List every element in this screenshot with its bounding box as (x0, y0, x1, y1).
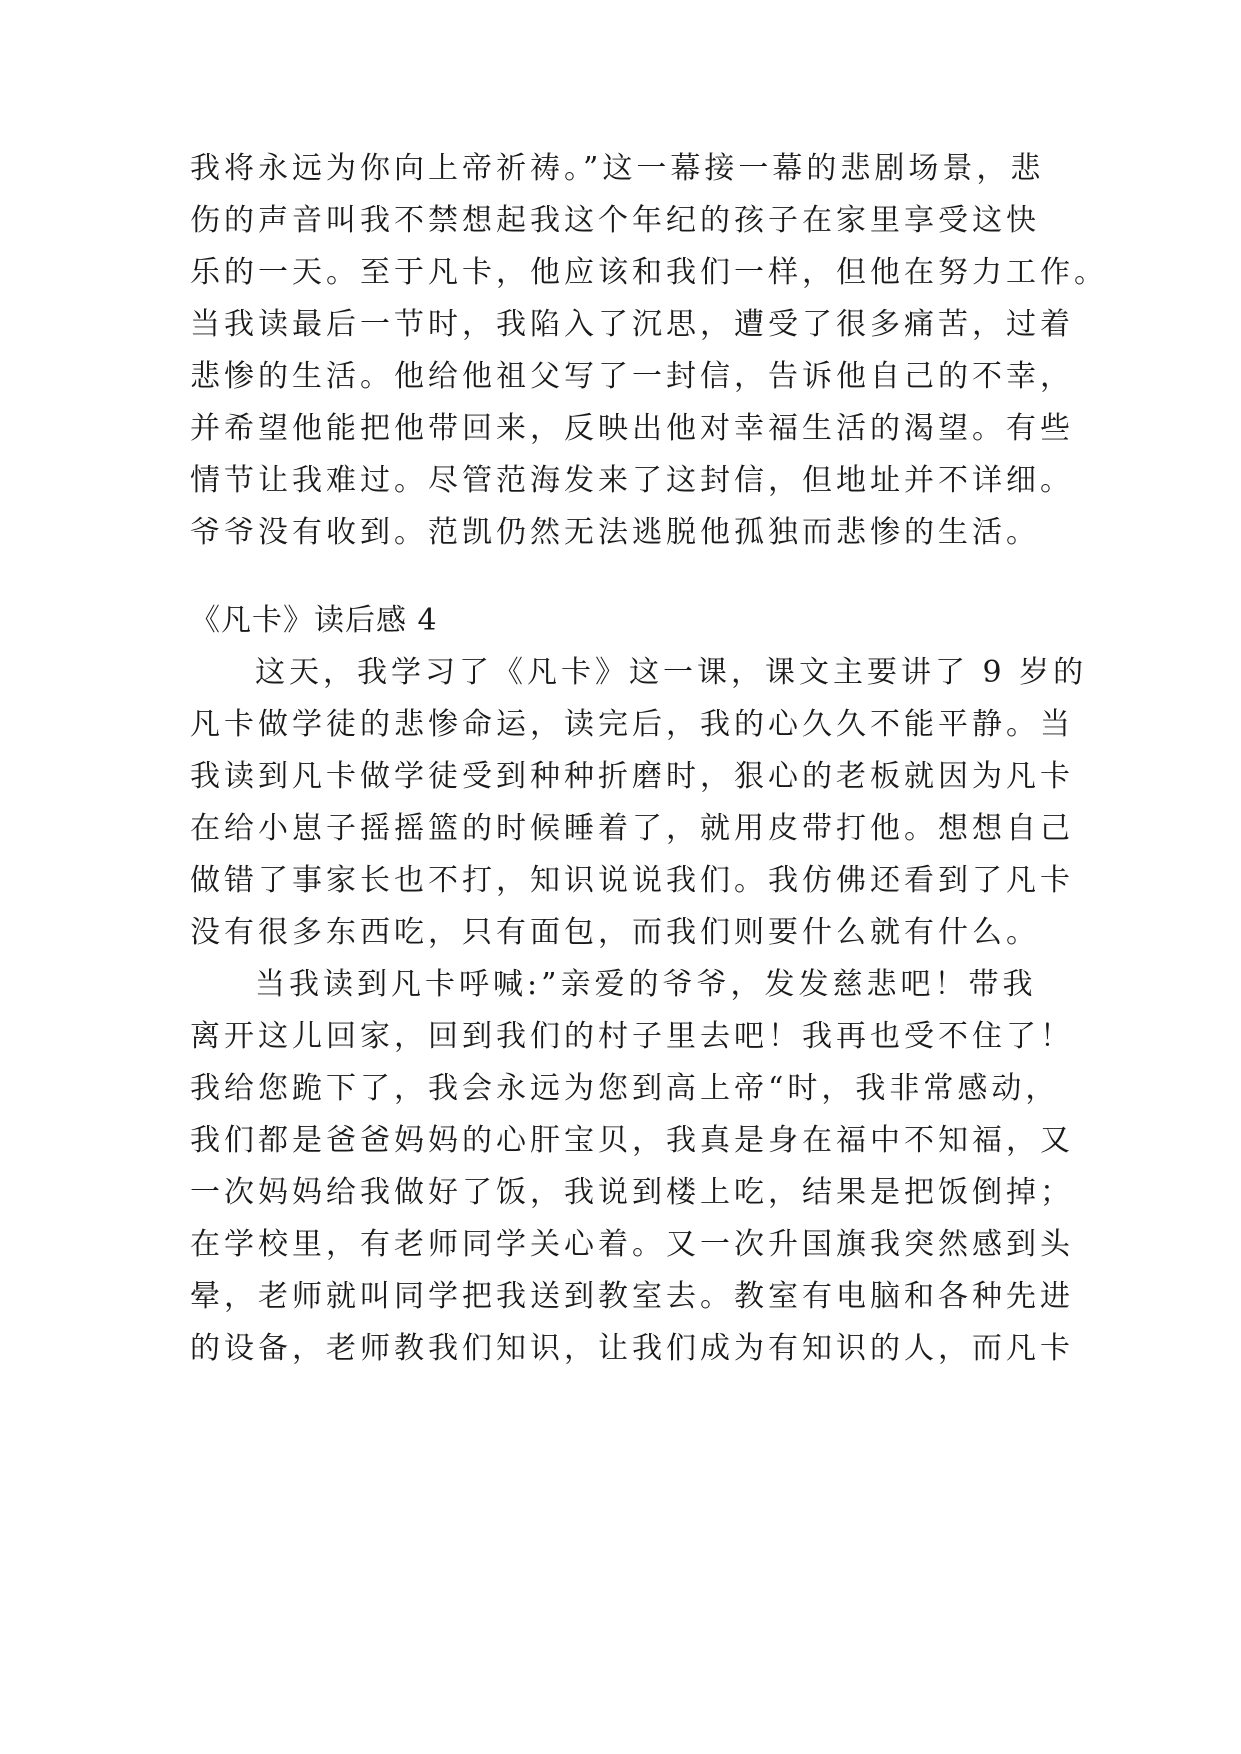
section-heading: 《凡卡》读后感 4 (190, 603, 438, 638)
text-line: 我读到凡卡做学徒受到种种折磨时，狠心的老板就因为凡卡 (190, 759, 1074, 794)
text-line: 凡卡做学徒的悲惨命运，读完后，我的心久久不能平静。当 (190, 707, 1074, 742)
text-line: 当我读最后一节时，我陷入了沉思，遭受了很多痛苦，过着 (190, 307, 1074, 342)
text-line: 的设备，老师教我们知识，让我们成为有知识的人，而凡卡 (190, 1331, 1074, 1366)
text-line: 乐的一天。至于凡卡，他应该和我们一样，但他在努力工作。 (190, 255, 1108, 290)
text-line: 离开这儿回家，回到我们的村子里去吧！我再也受不住了！ (190, 1019, 1074, 1054)
text-line: 没有很多东西吃，只有面包，而我们则要什么就有什么。 (190, 915, 1040, 950)
text-line: 当我读到凡卡呼喊:”亲爱的爷爷，发发慈悲吧！带我 (255, 967, 1037, 1002)
text-line: 并希望他能把他带回来，反映出他对幸福生活的渴望。有些 (190, 411, 1074, 446)
text-line: 晕，老师就叫同学把我送到教室去。教室有电脑和各种先进 (190, 1279, 1074, 1314)
text-line: 我给您跪下了，我会永远为您到高上帝“时，我非常感动， (190, 1071, 1060, 1106)
text-line: 在给小崽子摇摇篮的时候睡着了，就用皮带打他。想想自己 (190, 811, 1074, 846)
text-line: 做错了事家长也不打，知识说说我们。我仿佛还看到了凡卡 (190, 863, 1074, 898)
text-line: 伤的声音叫我不禁想起我这个年纪的孩子在家里享受这快 (190, 203, 1040, 238)
text-line: 这天，我学习了《凡卡》这一课，课文主要讲了 9 岁的 (255, 655, 1088, 690)
text-line: 悲惨的生活。他给他祖父写了一封信，告诉他自己的不幸， (190, 359, 1074, 394)
text-line: 爷爷没有收到。范凯仍然无法逃脱他孤独而悲惨的生活。 (190, 515, 1040, 550)
text-line: 情节让我难过。尽管范海发来了这封信，但地址并不详细。 (190, 463, 1074, 498)
text-line: 我将永远为你向上帝祈祷。”这一幕接一幕的悲剧场景，悲 (190, 151, 1045, 186)
text-line: 一次妈妈给我做好了饭，我说到楼上吃，结果是把饭倒掉； (190, 1175, 1074, 1210)
text-line: 在学校里，有老师同学关心着。又一次升国旗我突然感到头 (190, 1227, 1074, 1262)
text-line: 我们都是爸爸妈妈的心肝宝贝，我真是身在福中不知福，又 (190, 1123, 1074, 1158)
